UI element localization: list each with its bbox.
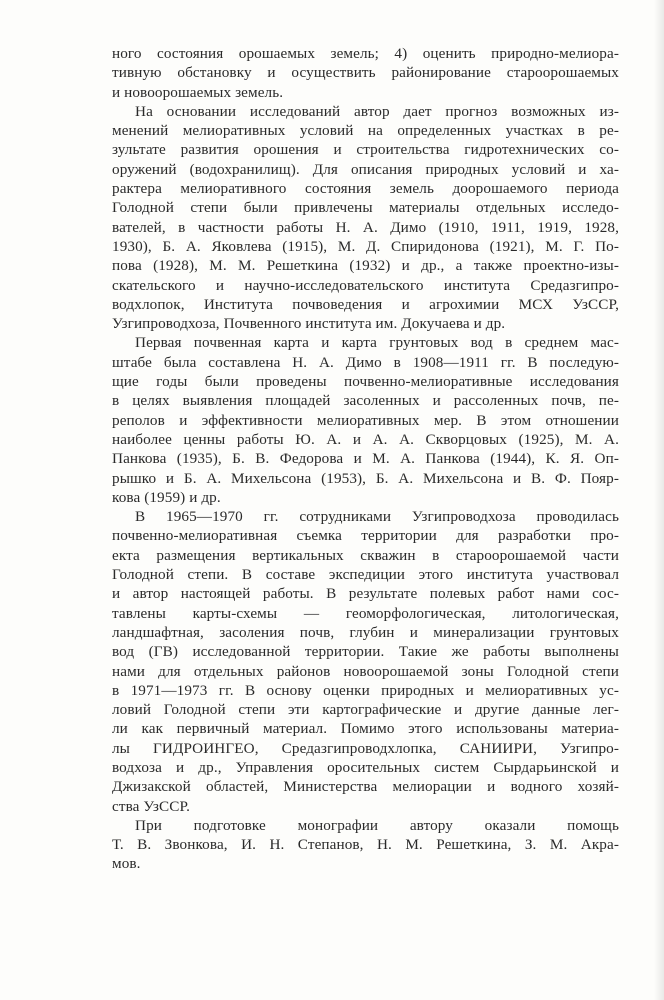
text-line: ландшафтная, засоления почв, глубин и минерализации грунтовых bbox=[112, 623, 619, 641]
text-line: и автор настоящей работы. В результате полевых работ нами сос- bbox=[112, 585, 619, 603]
text-line: водхлопок, Института почвоведения и агрохимии МСХ УзССР, bbox=[112, 295, 619, 313]
text-line: пова (1928), М. М. Решеткина (1932) и др., а также проектно-изы- bbox=[112, 257, 619, 275]
text-line: менений мелиоративных условий на определенных участках в ре- bbox=[112, 122, 619, 140]
text-line: На основании исследований автор дает прогноз возможных из- bbox=[135, 102, 619, 120]
text-line: Голодной степи были привлечены материалы отдельных исследо- bbox=[112, 199, 619, 217]
text-line: вателей, в частности работы Н. А. Димо (1910, 1911, 1919, 1928, bbox=[112, 218, 619, 236]
text-line: тивную обстановку и осуществить районирование староорошаемых bbox=[112, 64, 619, 82]
text-line: вод (ГВ) исследованной территории. Такие же работы выполнены bbox=[112, 643, 619, 661]
text-line: скательского и научно-исследовательского института Средазгипро- bbox=[112, 276, 619, 294]
text-line: щие годы были проведены почвенно-мелиоративные исследования bbox=[112, 373, 619, 391]
text-line: почвенно-мелиоративная съемка территории для разработки про- bbox=[112, 527, 619, 545]
body-text bbox=[112, 44, 619, 874]
text-line: тавлены карты-схемы — геоморфологическая, литологическая, bbox=[112, 604, 619, 622]
text-line: рышко и Б. А. Михельсона (1953), Б. А. Михельсона и В. Ф. Пояр- bbox=[112, 469, 619, 487]
text-line: нами для отдельных районов новоорошаемой зоны Голодной степи bbox=[112, 662, 619, 680]
text-line: ного состояния орошаемых земель; 4) оценить природно-мелиора- bbox=[112, 45, 619, 62]
text-line: в 1971—1973 гг. В основу оценки природных и мелиоративных ус- bbox=[112, 681, 619, 699]
text-line: 1930), Б. А. Яковлева (1915), М. Д. Спиридонова (1921), М. Г. По- bbox=[112, 237, 619, 255]
text-line: екта размещения вертикальных скважин в староорошаемой части bbox=[112, 546, 619, 564]
text-line: лы ГИДРОИНГЕО, Средазгипроводхлопка, САНИИРИ, Узгипро- bbox=[112, 739, 619, 757]
paragraph-2 bbox=[112, 102, 619, 334]
text-line: зультате развития орошения и строительства гидротехнических со- bbox=[112, 141, 619, 159]
text-line: в целях выявления площадей засоленных и рассоленных почв, пе- bbox=[112, 392, 619, 410]
page-edge-shadow bbox=[654, 0, 664, 1000]
text-line: наиболее ценны работы Ю. А. и А. А. Скворцовых (1925), М. А. bbox=[112, 430, 619, 448]
text-line: ства УзССР. bbox=[112, 797, 191, 815]
text-line: ловий Голодной степи эти картографические и другие данные лег- bbox=[112, 701, 619, 719]
text-line: оружений (водохранилищ). Для описания природных условий и ха- bbox=[112, 160, 619, 178]
text-line: Панкова (1935), Б. В. Федорова и М. А. Панкова (1944), К. Я. Оп- bbox=[112, 450, 619, 468]
text-line: Т. В. Звонкова, И. Н. Степанов, Н. М. Решеткина, З. М. Акра- bbox=[112, 836, 619, 854]
text-line: Узгипроводхоза, Почвенного института им. Докучаева и др. bbox=[112, 315, 506, 333]
paragraph-3 bbox=[112, 333, 619, 507]
paragraph-5 bbox=[112, 816, 619, 874]
text-line: ли как первичный материал. Помимо этого использованы материа- bbox=[112, 720, 619, 738]
text-line: Джизакской областей, Министерства мелиорации и водного хозяй- bbox=[112, 778, 619, 796]
text-line: кова (1959) и др. bbox=[112, 488, 221, 506]
text-line: мов. bbox=[112, 855, 141, 873]
paragraph-4 bbox=[112, 507, 619, 816]
text-line: Голодной степи. В составе экспедиции этого института участвовал bbox=[112, 566, 619, 584]
text-line: При подготовке монографии автору оказали помощь bbox=[135, 816, 619, 834]
text-line: В 1965—1970 гг. сотрудниками Узгипроводхоза проводилась bbox=[135, 508, 619, 526]
text-line: и новоорошаемых земель. bbox=[112, 83, 284, 101]
text-line: рактера мелиоративного состояния земель доорошаемого периода bbox=[112, 180, 619, 198]
text-line: водхоза и др., Управления оросительных систем Сырдарьинской и bbox=[112, 758, 619, 776]
text-line: реполов и эффективности мелиоративных мер. В этом отношении bbox=[112, 411, 619, 429]
paragraph-1 bbox=[112, 44, 619, 102]
text-line: штабе была составлена Н. А. Димо в 1908—1911 гг. В последую- bbox=[112, 353, 619, 371]
text-line: Первая почвенная карта и карта грунтовых вод в среднем мас- bbox=[135, 334, 619, 352]
